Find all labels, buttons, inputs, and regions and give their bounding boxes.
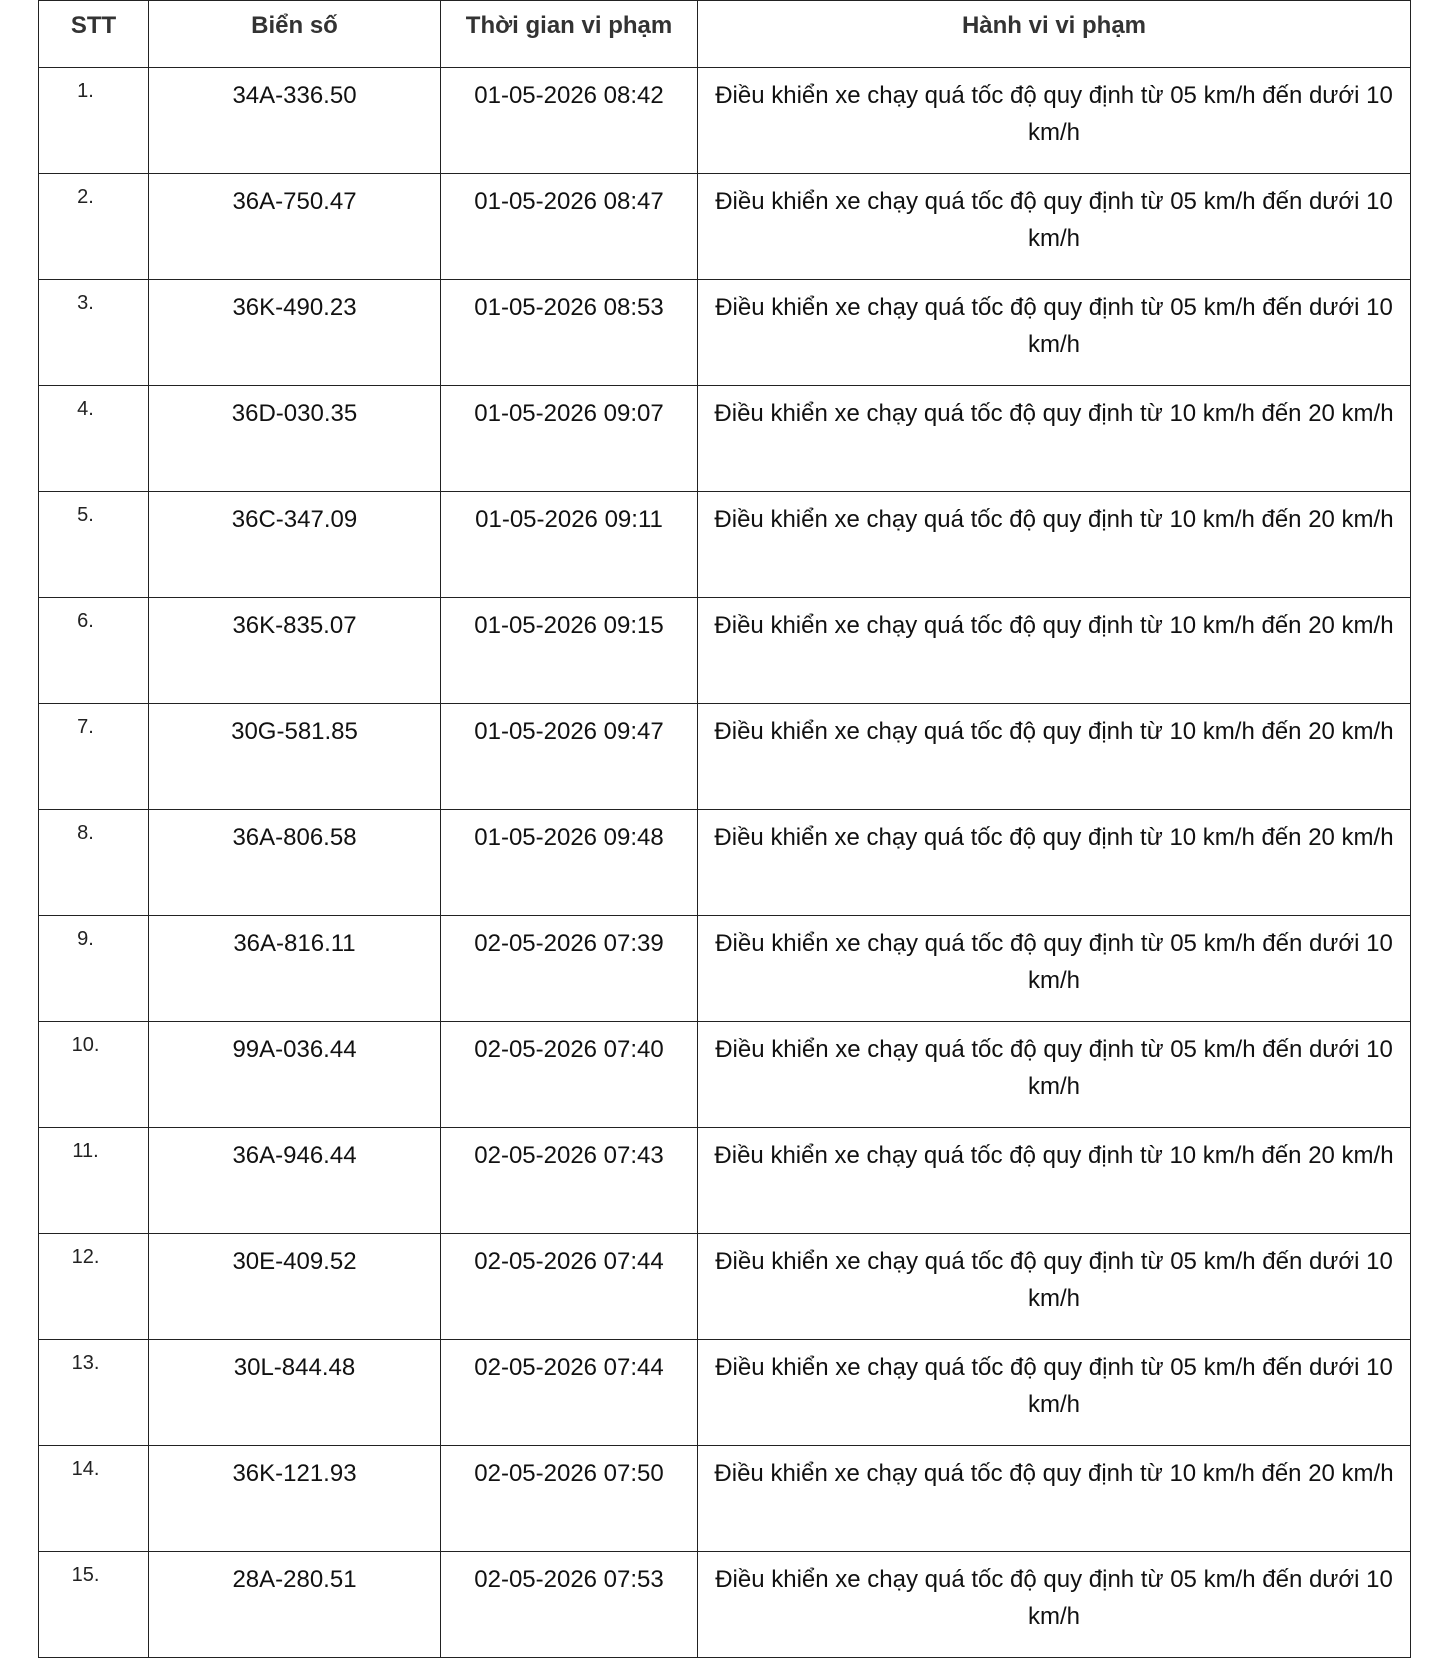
row-stt: 4.	[39, 386, 149, 492]
row-stt: 8.	[39, 810, 149, 916]
row-violation: Điều khiển xe chạy quá tốc độ quy định từ 05 km/h đến dưới 10 km/h	[698, 68, 1411, 174]
row-time: 01-05-2026 09:15	[441, 598, 698, 704]
row-violation: Điều khiển xe chạy quá tốc độ quy định từ 10 km/h đến 20 km/h	[698, 704, 1411, 810]
header-plate: Biển số	[149, 1, 441, 68]
row-time: 01-05-2026 09:07	[441, 386, 698, 492]
row-violation: Điều khiển xe chạy quá tốc độ quy định từ 05 km/h đến dưới 10 km/h	[698, 1552, 1411, 1658]
row-time: 02-05-2026 07:40	[441, 1022, 698, 1128]
row-violation: Điều khiển xe chạy quá tốc độ quy định từ 10 km/h đến 20 km/h	[698, 1446, 1411, 1552]
header-violation: Hành vi vi phạm	[698, 1, 1411, 68]
row-stt: 3.	[39, 280, 149, 386]
row-time: 02-05-2026 07:39	[441, 916, 698, 1022]
table-row	[39, 1022, 1411, 1128]
row-violation: Điều khiển xe chạy quá tốc độ quy định từ 05 km/h đến dưới 10 km/h	[698, 1340, 1411, 1446]
row-violation: Điều khiển xe chạy quá tốc độ quy định từ 10 km/h đến 20 km/h	[698, 492, 1411, 598]
table-row	[39, 1128, 1411, 1234]
table-row	[39, 810, 1411, 916]
table-header	[39, 1, 1411, 68]
row-time: 02-05-2026 07:50	[441, 1446, 698, 1552]
row-plate: 36A-806.58	[149, 810, 441, 916]
row-plate: 36A-750.47	[149, 174, 441, 280]
row-stt: 15.	[39, 1552, 149, 1658]
table-row	[39, 68, 1411, 174]
table-row	[39, 386, 1411, 492]
row-violation: Điều khiển xe chạy quá tốc độ quy định từ 05 km/h đến dưới 10 km/h	[698, 916, 1411, 1022]
table-row	[39, 174, 1411, 280]
row-stt: 6.	[39, 598, 149, 704]
row-time: 01-05-2026 09:48	[441, 810, 698, 916]
row-violation: Điều khiển xe chạy quá tốc độ quy định từ 05 km/h đến dưới 10 km/h	[698, 280, 1411, 386]
header-stt: STT	[39, 1, 149, 68]
row-plate: 36K-490.23	[149, 280, 441, 386]
row-time: 01-05-2026 09:47	[441, 704, 698, 810]
row-time: 02-05-2026 07:44	[441, 1340, 698, 1446]
row-violation: Điều khiển xe chạy quá tốc độ quy định từ 10 km/h đến 20 km/h	[698, 598, 1411, 704]
row-plate: 30L-844.48	[149, 1340, 441, 1446]
row-stt: 9.	[39, 916, 149, 1022]
table-body	[39, 68, 1411, 1658]
table-row	[39, 704, 1411, 810]
row-stt: 2.	[39, 174, 149, 280]
row-time: 02-05-2026 07:43	[441, 1128, 698, 1234]
row-plate: 30G-581.85	[149, 704, 441, 810]
violations-table-container	[38, 0, 1410, 1658]
row-stt: 10.	[39, 1022, 149, 1128]
row-plate: 36A-946.44	[149, 1128, 441, 1234]
table-row	[39, 916, 1411, 1022]
row-plate: 99A-036.44	[149, 1022, 441, 1128]
row-violation: Điều khiển xe chạy quá tốc độ quy định từ 05 km/h đến dưới 10 km/h	[698, 1234, 1411, 1340]
row-time: 01-05-2026 09:11	[441, 492, 698, 598]
row-violation: Điều khiển xe chạy quá tốc độ quy định từ 05 km/h đến dưới 10 km/h	[698, 1022, 1411, 1128]
row-time: 01-05-2026 08:42	[441, 68, 698, 174]
table-row	[39, 598, 1411, 704]
row-stt: 14.	[39, 1446, 149, 1552]
row-violation: Điều khiển xe chạy quá tốc độ quy định từ 05 km/h đến dưới 10 km/h	[698, 174, 1411, 280]
table-row	[39, 1234, 1411, 1340]
row-plate: 36A-816.11	[149, 916, 441, 1022]
table-row	[39, 1552, 1411, 1658]
row-stt: 12.	[39, 1234, 149, 1340]
row-time: 01-05-2026 08:53	[441, 280, 698, 386]
table-row	[39, 1446, 1411, 1552]
row-plate: 36K-835.07	[149, 598, 441, 704]
row-plate: 28A-280.51	[149, 1552, 441, 1658]
row-stt: 11.	[39, 1128, 149, 1234]
row-stt: 5.	[39, 492, 149, 598]
table-row	[39, 280, 1411, 386]
table-row	[39, 492, 1411, 598]
violations-table	[38, 0, 1411, 1658]
header-row	[39, 1, 1411, 68]
row-stt: 7.	[39, 704, 149, 810]
table-row	[39, 1340, 1411, 1446]
row-plate: 34A-336.50	[149, 68, 441, 174]
row-violation: Điều khiển xe chạy quá tốc độ quy định từ 10 km/h đến 20 km/h	[698, 810, 1411, 916]
row-violation: Điều khiển xe chạy quá tốc độ quy định từ 10 km/h đến 20 km/h	[698, 1128, 1411, 1234]
row-time: 02-05-2026 07:53	[441, 1552, 698, 1658]
row-plate: 36D-030.35	[149, 386, 441, 492]
row-stt: 13.	[39, 1340, 149, 1446]
row-plate: 36K-121.93	[149, 1446, 441, 1552]
row-time: 01-05-2026 08:47	[441, 174, 698, 280]
row-plate: 30E-409.52	[149, 1234, 441, 1340]
row-violation: Điều khiển xe chạy quá tốc độ quy định từ 10 km/h đến 20 km/h	[698, 386, 1411, 492]
row-plate: 36C-347.09	[149, 492, 441, 598]
row-time: 02-05-2026 07:44	[441, 1234, 698, 1340]
row-stt: 1.	[39, 68, 149, 174]
header-time: Thời gian vi phạm	[441, 1, 698, 68]
